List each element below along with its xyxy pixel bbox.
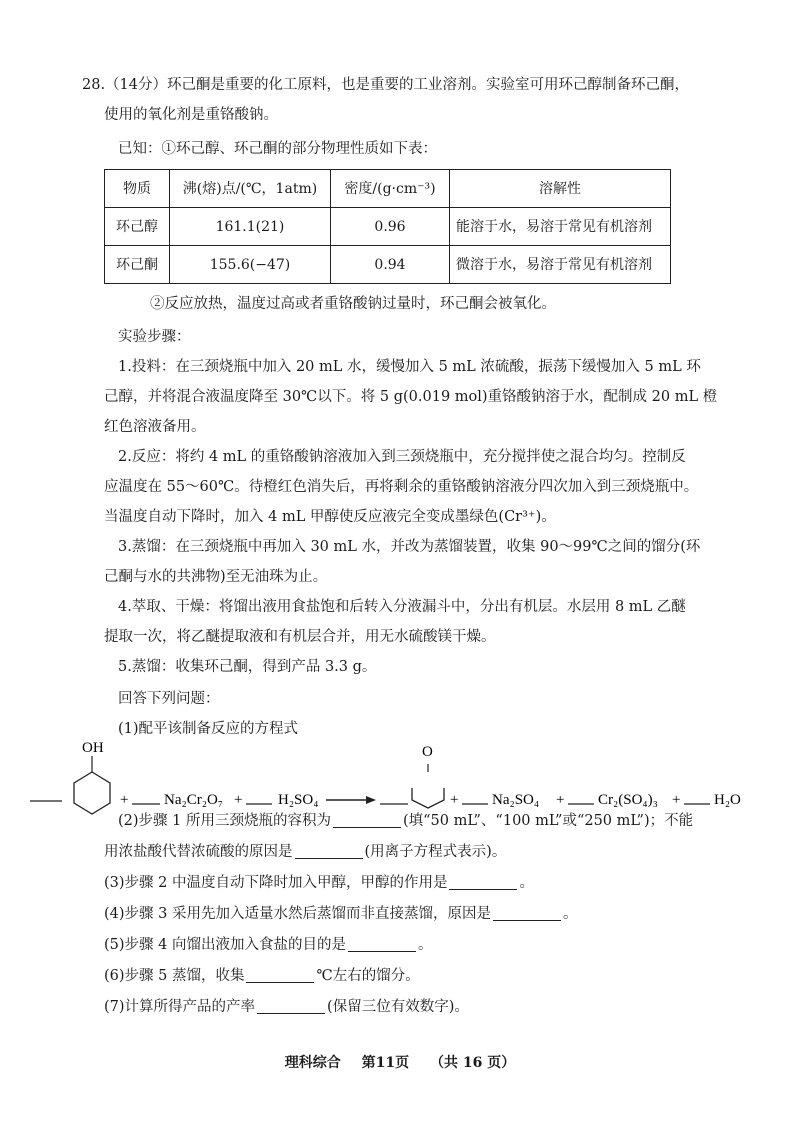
table-cell: 环己酮 bbox=[105, 246, 170, 284]
step4-line2: 提取一次，将乙醚提取液和有机层合并，用无水硫酸镁干燥。 bbox=[104, 629, 496, 645]
known-note-2: ②反应放热，温度过高或者重铬酸钠过量时，环己酮会被氧化。 bbox=[150, 296, 556, 312]
table-row bbox=[105, 208, 671, 246]
table-cell: 155.6(−47) bbox=[170, 246, 331, 284]
q3-text-b: 。 bbox=[519, 875, 534, 891]
table-header: 物质 bbox=[105, 170, 170, 208]
reaction-arrow bbox=[326, 796, 376, 804]
plus-sign: + bbox=[556, 792, 565, 808]
answer-blank[interactable] bbox=[246, 966, 314, 983]
question-6 bbox=[104, 961, 420, 991]
step1-line2: 己醇，并将混合液温度降至 30℃以下。将 5 g(0.019 mol)重铬酸钠溶于水，配制成 20 mL 橙 bbox=[104, 389, 718, 405]
q6-text-b: ℃左右的馏分。 bbox=[316, 968, 420, 984]
cyclohexanone-structure bbox=[412, 744, 444, 808]
ketone-o-label: O bbox=[422, 744, 433, 760]
question-2-line2 bbox=[104, 837, 506, 867]
question-5 bbox=[104, 930, 432, 960]
q4-text-b: 。 bbox=[562, 906, 578, 922]
answer-blank[interactable] bbox=[348, 935, 416, 952]
step3-line1: 3.蒸馏：在三颈烧瓶中再加入 30 mL 水，并改为蒸馏装置，收集 90～99℃之间的馏分(环 bbox=[118, 539, 701, 555]
table-row bbox=[105, 246, 671, 284]
table-cell: 0.94 bbox=[331, 246, 450, 284]
step1-line1: 1.投料：在三颈烧瓶中加入 20 mL 水，缓慢加入 5 mL 浓硫酸，振荡下缓慢加入 5 mL 环 bbox=[118, 359, 701, 375]
q7-text-a: (7)计算所得产品的产率 bbox=[104, 999, 256, 1015]
question-header-line1: 28.（14分）环己酮是重要的化工原料，也是重要的工业溶剂。实验室可用环己醇制备环己酮， bbox=[82, 77, 690, 93]
table-header: 溶解性 bbox=[450, 170, 671, 208]
answer-blank[interactable] bbox=[493, 904, 561, 921]
table-cell: 161.1(21) bbox=[170, 208, 331, 246]
table-header-row bbox=[105, 170, 671, 208]
q2-text-c: 用浓盐酸代替浓硫酸的原因是 bbox=[104, 844, 293, 860]
plus-sign: + bbox=[120, 792, 129, 808]
question-3 bbox=[104, 868, 534, 898]
step1-line3: 红色溶液备用。 bbox=[104, 419, 206, 435]
step2-line3: 当温度自动下降时，加入 4 mL 甲醇使反应液完全变成墨绿色(Cr³⁺)。 bbox=[104, 509, 556, 525]
plus-sign: + bbox=[234, 792, 243, 808]
plus-sign: + bbox=[450, 792, 459, 808]
q4-text-a: (4)步骤 3 采用先加入适量水然后蒸馏而非直接蒸馏，原因是 bbox=[104, 906, 491, 922]
cyclohexanol-structure bbox=[74, 742, 110, 814]
product-chromium-sulfate: Cr₂(SO₄)₃ bbox=[598, 792, 658, 808]
property-table bbox=[104, 169, 671, 284]
q2-text-a: (2)步骤 1 所用三颈烧瓶的容积为 bbox=[118, 813, 331, 829]
answer-blank[interactable] bbox=[449, 873, 517, 890]
q3-text-a: (3)步骤 2 中温度自动下降时加入甲醇，甲醇的作用是 bbox=[104, 875, 448, 891]
table-cell: 微溶于水，易溶于常见有机溶剂 bbox=[450, 246, 671, 284]
question-1: (1)配平该制备反应的方程式 bbox=[118, 721, 299, 737]
step5: 5.蒸馏：收集环己酮，得到产品 3.3 g。 bbox=[118, 659, 377, 675]
oh-label: OH bbox=[82, 742, 104, 756]
reagent-dichromate: Na₂Cr₂O₇ bbox=[164, 792, 224, 808]
reagent-sulfuric-acid: H₂SO₄ bbox=[278, 792, 319, 808]
question-2-line1 bbox=[118, 806, 693, 836]
q7-text-b: (保留三位有效数字)。 bbox=[327, 999, 469, 1015]
footer-total-pages: （共 16 页） bbox=[430, 1055, 516, 1071]
plus-sign: + bbox=[672, 792, 681, 808]
known-intro: 已知：①环己醇、环己酮的部分物理性质如下表： bbox=[118, 141, 437, 157]
step2-line2: 应温度在 55～60℃。待橙红色消失后，再将剩余的重铬酸钠溶液分四次加入到三颈烧瓶中。 bbox=[104, 479, 699, 495]
product-sodium-sulfate: Na₂SO₄ bbox=[492, 792, 540, 808]
table-header: 沸(熔)点/(℃，1atm) bbox=[170, 170, 331, 208]
q6-text-a: (6)步骤 5 蒸馏，收集 bbox=[104, 968, 245, 984]
step4-line1: 4.萃取、干燥：将馏出液用食盐饱和后转入分液漏斗中，分出有机层。水层用 8 mL 乙醚 bbox=[118, 599, 686, 615]
q5-text-b: 。 bbox=[417, 937, 433, 953]
table-header: 密度/(g·cm⁻³) bbox=[331, 170, 450, 208]
answer-blank[interactable] bbox=[257, 997, 325, 1014]
answer-blank[interactable] bbox=[333, 811, 401, 828]
footer-subject: 理科综合 bbox=[284, 1055, 341, 1071]
q5-text-a: (5)步骤 4 向馏出液加入食盐的目的是 bbox=[104, 937, 346, 953]
question-7 bbox=[104, 992, 469, 1022]
footer-page-number: 第11页 bbox=[361, 1055, 410, 1071]
answer-blank[interactable] bbox=[295, 842, 363, 859]
answer-intro: 回答下列问题： bbox=[118, 691, 220, 707]
q2-text-b: (填“50 mL”、“100 mL”或“250 mL”)；不能 bbox=[402, 813, 694, 829]
question-4 bbox=[104, 899, 577, 929]
question-header-line2: 使用的氧化剂是重铬酸钠。 bbox=[104, 107, 278, 123]
product-water: H₂O bbox=[714, 792, 741, 808]
page-footer bbox=[0, 1048, 800, 1078]
q2-text-d: (用离子方程式表示)。 bbox=[364, 844, 507, 860]
table-cell: 能溶于水，易溶于常见有机溶剂 bbox=[450, 208, 671, 246]
steps-title: 实验步骤： bbox=[118, 329, 191, 345]
table-cell: 0.96 bbox=[331, 208, 450, 246]
step2-line1: 2.反应：将约 4 mL 的重铬酸钠溶液加入到三颈烧瓶中，充分搅拌使之混合均匀。控制反 bbox=[118, 449, 686, 465]
step3-line2: 己酮与水的共沸物)至无油珠为止。 bbox=[104, 569, 328, 585]
table-cell: 环己醇 bbox=[105, 208, 170, 246]
